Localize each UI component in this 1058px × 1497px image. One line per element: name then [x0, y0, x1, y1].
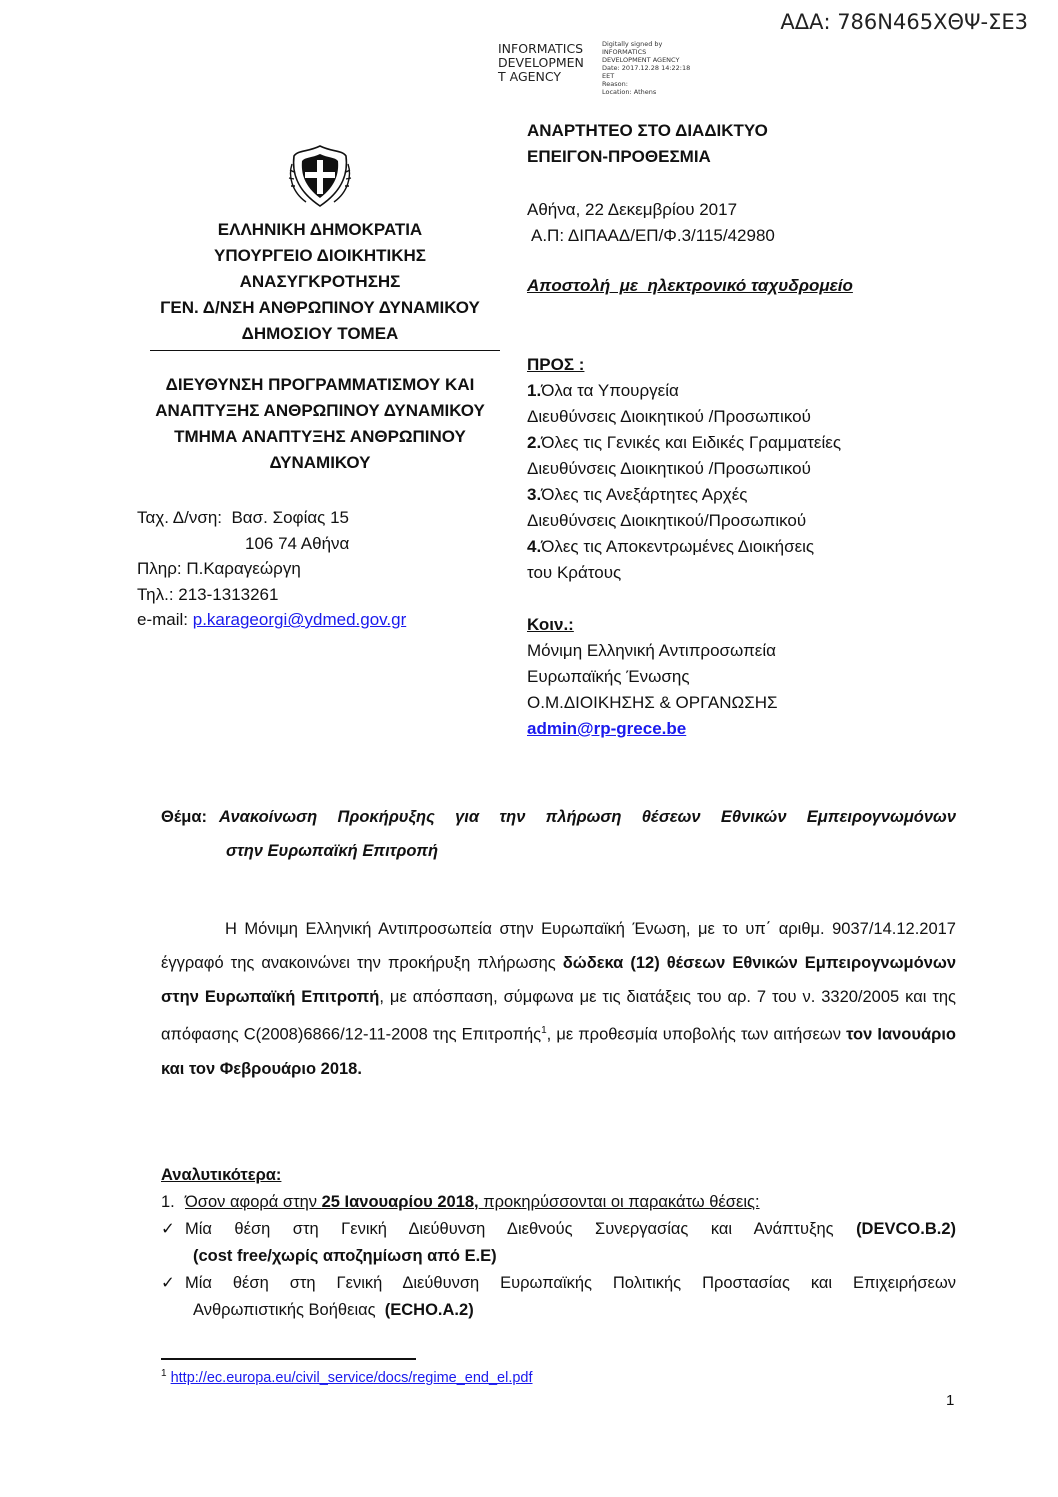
recipient-text: Όλα τα Υπουργεία [541, 381, 679, 400]
address-phone: Τηλ.: 213-1313261 [137, 584, 279, 604]
sender-email-link[interactable]: p.karageorgi@ydmed.gov.gr [192, 610, 407, 629]
ada-code: ΑΔΑ: 786Ν465ΧΘΨ-ΣΕ3 [780, 10, 1028, 34]
recipient-item [527, 430, 841, 456]
cc-block [527, 612, 778, 742]
body-paragraph [161, 912, 956, 1086]
recipient-item [527, 534, 841, 560]
urgent-label: ΕΠΕΙΓΟΝ-ΠΡΟΘΕΣΜΙΑ [527, 147, 711, 166]
body-text-2: , με απόσπαση, σύμφωνα με τις διατάξεις του αρ. 7 του ν. 3320/2005 και της απόφασης C(2008)6866/12-11-2008 της Επιτροπής [161, 988, 956, 1044]
signature-detail-line: Date: 2017.12.28 14:22:18 [602, 64, 691, 72]
body-bold-1: δώδεκα (12) θέσεων Εθνικών Εμπειρογνωμόνων στην Ευρωπαϊκή Επιτροπή [161, 954, 956, 1006]
body-bold-2: τον Ιανουάριο και τον Φεβρουάριο 2018. [161, 1025, 956, 1078]
delivery-label: Αποστολή με ηλεκτρονικό ταχυδρομείο [527, 276, 853, 295]
heading-line: ΔΗΜΟΣΙΟΥ ΤΟΜΕΑ [241, 324, 399, 343]
heading-line: ΕΛΛΗΝΙΚΗ ΔΗΜΟΚΡΑΤΙΑ [217, 220, 423, 239]
protocol-number: Α.Π: ΔΙΠΑΑΔ/ΕΠ/Φ.3/115/42980 [531, 226, 775, 245]
address-city: 106 74 Αθήνα [245, 533, 350, 553]
body-text-1: Η Μόνιμη Ελληνική Αντιπροσωπεία στην Ευρωπαϊκή Ένωση, με το υπ΄ αριθμ. 9037/14.12.2017 έγγραφό της ανακοινώνει την προκήρυξη πλήρωσης [161, 920, 956, 972]
subject-block [161, 800, 956, 868]
email-label: e-mail: [137, 610, 193, 629]
heading-line: ΑΝΑΠΤΥΞΗΣ ΑΝΘΡΩΠΙΝΟΥ ΔΥΝΑΜΙΚΟΥ [155, 401, 485, 420]
signer-line: INFORMATICS [498, 41, 584, 56]
position-bullet [161, 1216, 956, 1270]
position-bullet [161, 1270, 956, 1324]
footnote-number: 1 [161, 1368, 167, 1379]
item-date: 25 Ιανουαρίου 2018, [321, 1193, 479, 1211]
subject-label: Θέμα: [161, 808, 208, 826]
department-heading [120, 372, 520, 476]
footnote [161, 1368, 533, 1386]
recipient-text: Όλες τις Ανεξάρτητες Αρχές [541, 485, 748, 504]
cc-label: Κοιν.: [527, 615, 574, 634]
recipient-item [527, 378, 841, 404]
address-street: Ταχ. Δ/νση: Βασ. Σοφίας 15 [137, 508, 349, 527]
details-block [161, 1162, 956, 1324]
recipient-sub: Διευθύνσεις Διοικητικού /Προσωπικού [527, 407, 811, 426]
position-text-2: Ανθρωπιστικής Βοήθειας [193, 1301, 385, 1319]
heading-line: ΥΠΟΥΡΓΕΙΟ ΔΙΟΙΚΗΤΙΚΗΣ [214, 246, 426, 265]
heading-line: ΓΕΝ. Δ/ΝΣΗ ΑΝΘΡΩΠΙΝΟΥ ΔΥΝΑΜΙΚΟΥ [160, 298, 480, 317]
signature-detail-line: DEVELOPMENT AGENCY [602, 56, 680, 64]
check-icon: ✓ [161, 1220, 175, 1238]
signer-line: T AGENCY [498, 69, 562, 84]
signature-detail-line: Location: Athens [602, 88, 657, 96]
document-date: Αθήνα, 22 Δεκεμβρίου 2017 [527, 200, 738, 219]
item-text-a: Όσον αφορά στην [185, 1193, 322, 1211]
footnote-ref: 1 [541, 1025, 547, 1036]
recipient-num: 4. [527, 537, 542, 556]
position-code: (ECHO.A.2) [384, 1301, 474, 1319]
subject-line-2: στην Ευρωπαϊκή Επιτροπή [226, 842, 439, 860]
signature-detail-line: INFORMATICS [602, 48, 647, 56]
meta-block [527, 118, 768, 170]
footnote-link[interactable]: http://ec.europa.eu/civil_service/docs/regime_end_el.pdf [170, 1369, 533, 1386]
recipient-item [527, 482, 841, 508]
heading-line: ΔΙΕΥΘΥΝΣΗ ΠΡΟΓΡΑΜΜΑΤΙΣΜΟΥ ΚΑΙ [165, 375, 475, 394]
heading-line: ΔΥΝΑΜΙΚΟΥ [269, 453, 371, 472]
cc-line: Ο.Μ.ΔΙΟΙΚΗΣΗΣ & ΟΡΓΑΝΩΣΗΣ [527, 693, 778, 712]
signature-detail-line: Digitally signed by [602, 40, 663, 48]
recipient-num: 3. [527, 485, 542, 504]
cc-email-link[interactable]: admin@rp-grece.be [527, 719, 687, 738]
cc-line: Ευρωπαϊκής Ένωσης [527, 667, 690, 686]
check-icon: ✓ [161, 1274, 175, 1292]
greek-emblem-icon [286, 142, 354, 212]
signature-details [602, 40, 690, 96]
heading-line: ΤΜΗΜΑ ΑΝΑΠΤΥΞΗΣ ΑΝΘΡΩΠΙΝΟΥ [174, 427, 466, 446]
position-note: (cost free/χωρίς αποζημίωση από Ε.Ε) [193, 1247, 497, 1265]
recipient-num: 1. [527, 381, 542, 400]
signature-detail-line: EET [602, 72, 615, 80]
recipient-sub: Διευθύνσεις Διοικητικού/Προσωπικού [527, 511, 807, 530]
heading-line: ΑΝΑΣΥΓΚΡΟΤΗΣΗΣ [239, 272, 401, 291]
recipient-text: Όλες τις Γενικές και Ειδικές Γραμματείες [541, 433, 842, 452]
date-block [527, 197, 775, 249]
recipient-num: 2. [527, 433, 542, 452]
header-divider [150, 350, 500, 351]
sender-address [137, 505, 406, 633]
subject-line-1 [161, 800, 956, 834]
recipients-label: ΠΡΟΣ : [527, 355, 585, 374]
issuer-heading [120, 217, 520, 347]
cc-line: Μόνιμη Ελληνική Αντιπροσωπεία [527, 641, 776, 660]
item-number: 1. [161, 1193, 175, 1211]
details-heading: Αναλυτικότερα: [161, 1166, 282, 1184]
signature-signer [498, 42, 584, 84]
body-text-3: , με προθεσμία υποβολής των αιτήσεων [546, 1025, 847, 1044]
subject-text: Ανακοίνωση Προκήρυξης για την πλήρωση θέσεων Εθνικών Εμπειρογνωμόνων [219, 808, 956, 826]
signature-detail-line: Reason: [602, 80, 628, 88]
recipients-block [527, 352, 841, 586]
recipient-sub: Διευθύνσεις Διοικητικού /Προσωπικού [527, 459, 811, 478]
position-text: Μία θέση στη Γενική Διεύθυνση Διεθνούς Συνεργασίας και Ανάπτυξης [185, 1220, 857, 1238]
recipient-sub: του Κράτους [527, 563, 622, 582]
position-code: (DEVCO.B.2) [856, 1220, 956, 1238]
footnote-divider [161, 1358, 416, 1360]
recipient-text: Όλες τις Αποκεντρωμένες Διοικήσεις [541, 537, 815, 556]
page-number: 1 [946, 1392, 955, 1409]
post-online-label: ΑΝΑΡΤΗΤΕΟ ΣΤΟ ΔΙΑΔΙΚΤΥΟ [527, 121, 768, 140]
item-text-c: προκηρύσσονται οι παρακάτω θέσεις: [478, 1193, 760, 1211]
address-contact: Πληρ: Π.Καραγεώργη [137, 559, 301, 578]
position-text: Μία θέση στη Γενική Διεύθυνση Ευρωπαϊκής Πολιτικής Προστασίας και Επιχειρήσεων [185, 1274, 956, 1292]
details-item-1 [161, 1189, 956, 1216]
signer-line: DEVELOPMEN [498, 55, 584, 70]
delivery-method [527, 273, 853, 299]
address-email-row [137, 607, 406, 633]
